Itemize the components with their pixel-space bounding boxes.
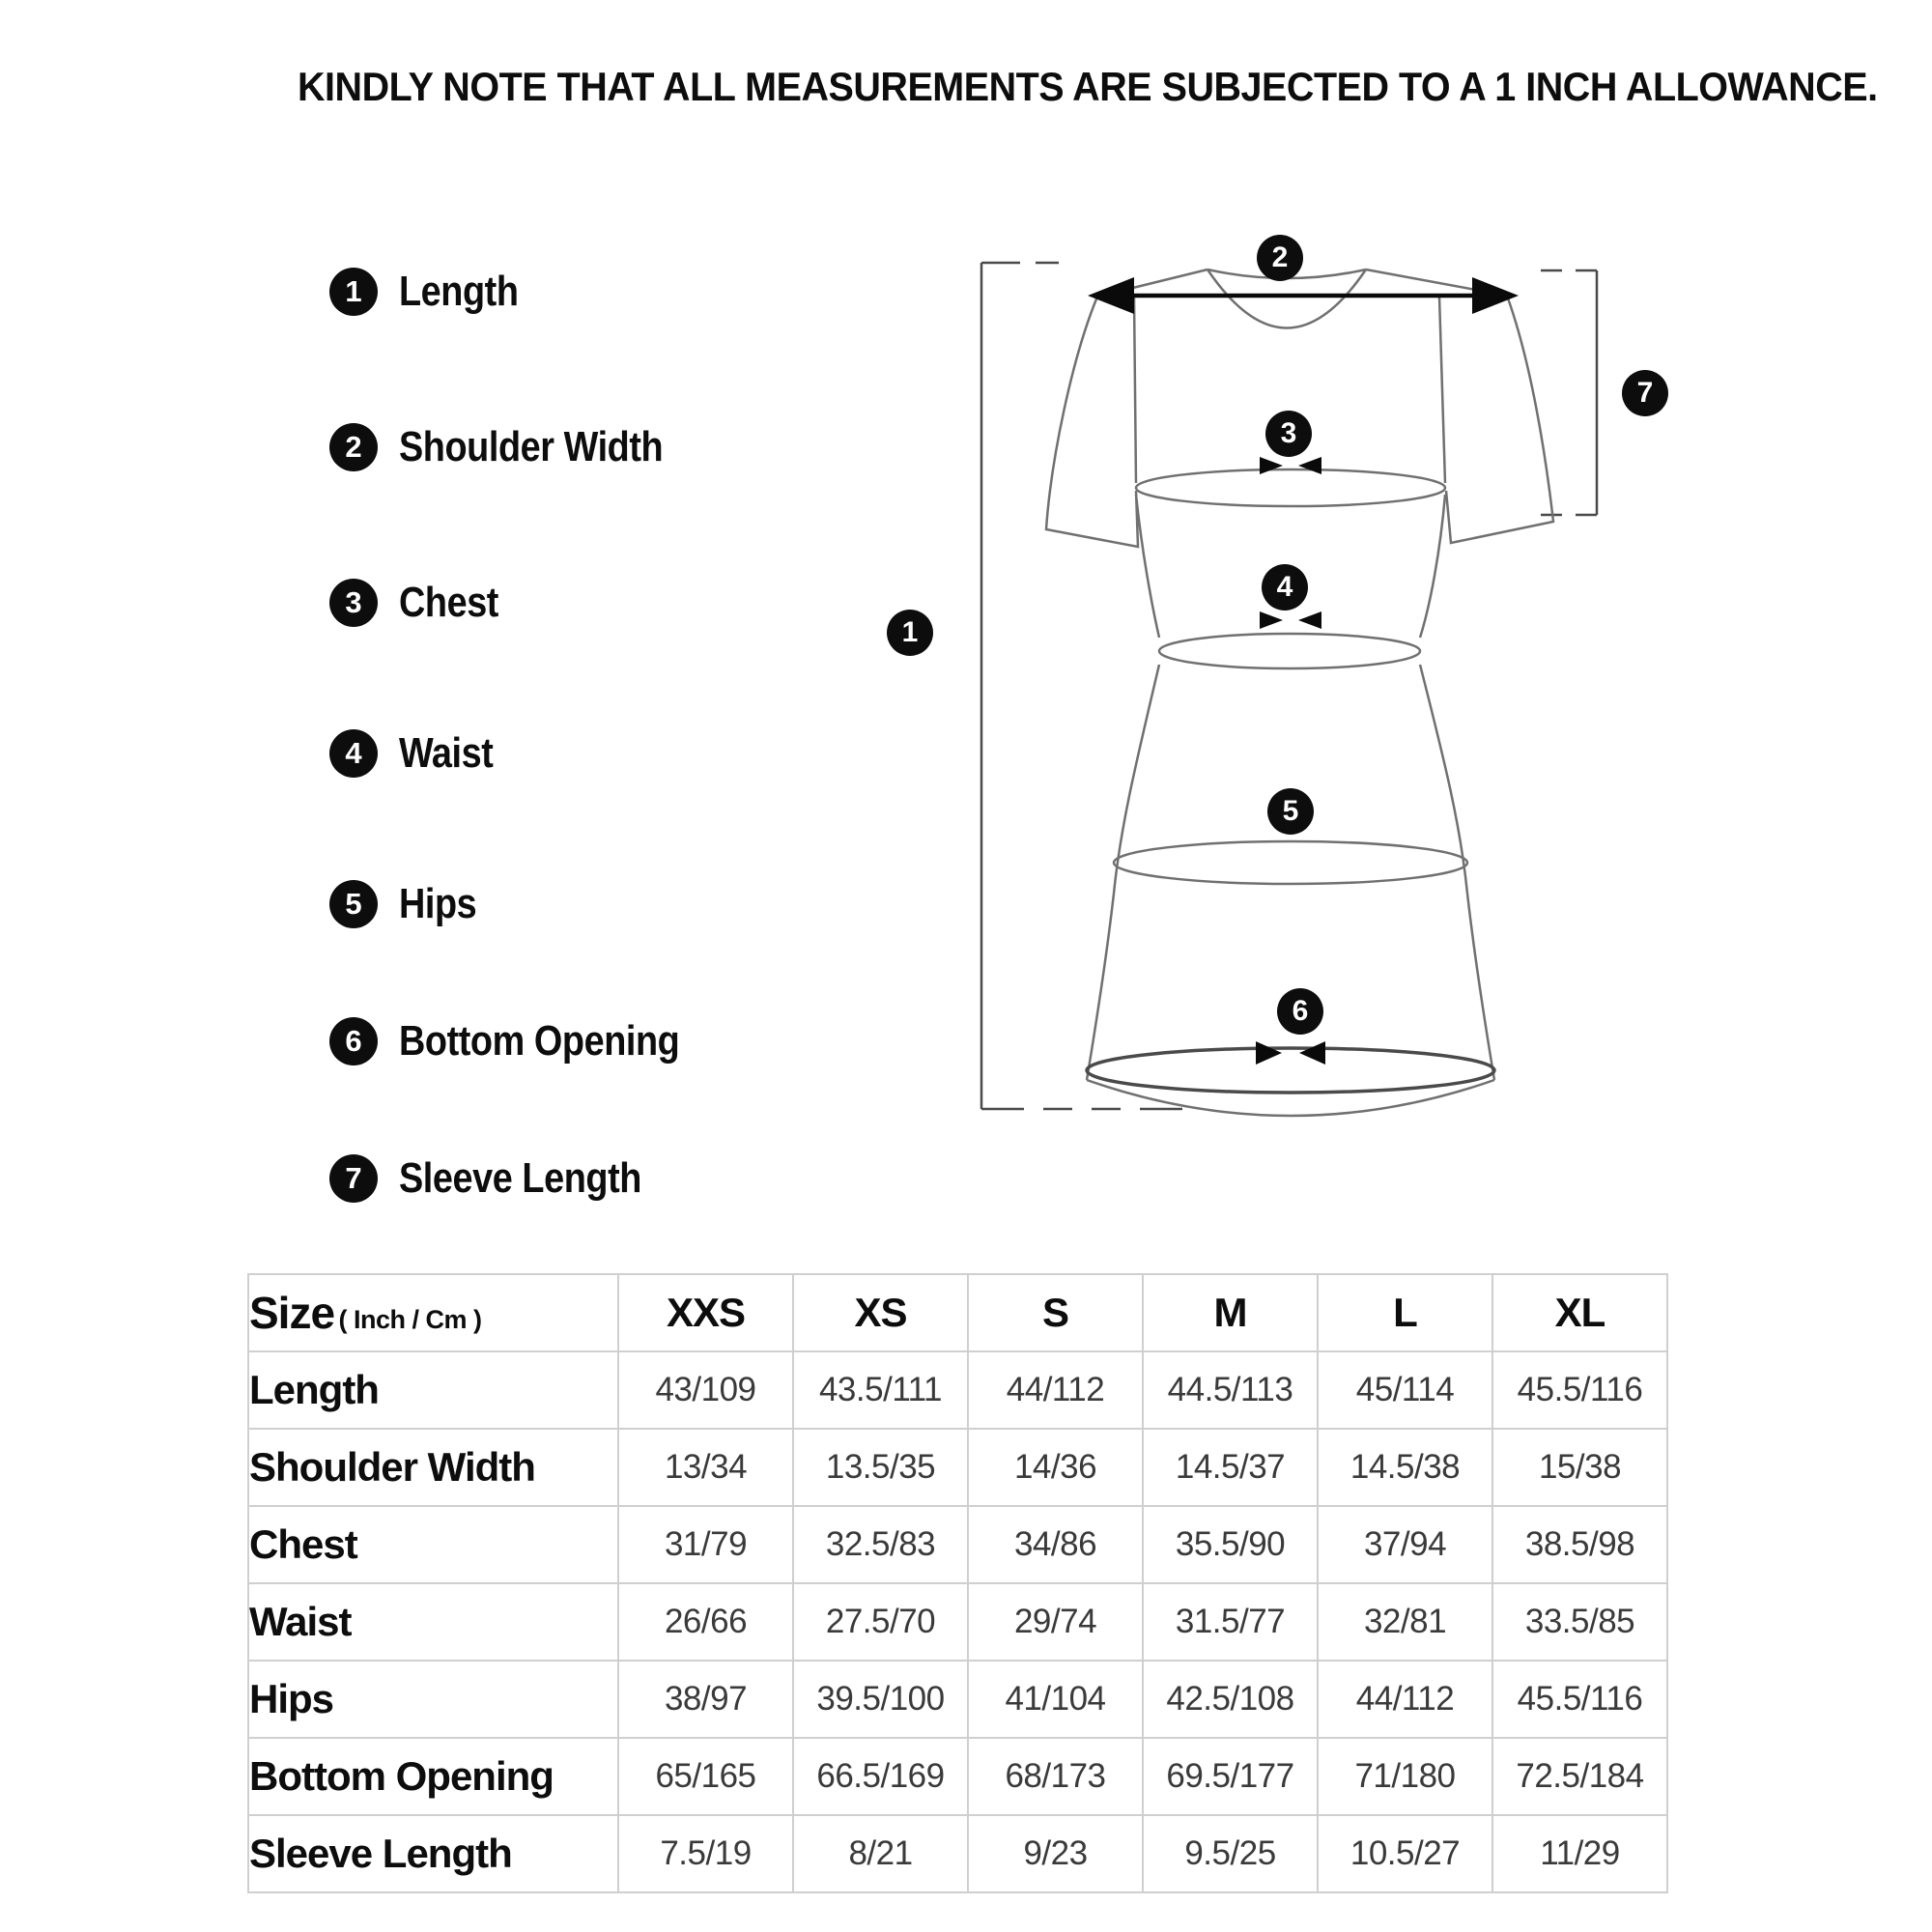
cell-value: 14.5/38 (1318, 1429, 1492, 1506)
number-badge-icon (329, 1017, 378, 1065)
cell-value: 42.5/108 (1143, 1661, 1318, 1738)
row-label: Waist (248, 1583, 618, 1661)
cell-value: 31.5/77 (1143, 1583, 1318, 1661)
table-row (248, 1815, 1667, 1892)
row-label: Hips (248, 1661, 618, 1738)
badge-number: 3 (1280, 417, 1297, 449)
right-waist-taper (1420, 495, 1445, 638)
legend-item-bottom-opening (329, 1017, 725, 1065)
unit-label: ( Inch / Cm ) (338, 1305, 482, 1334)
badge-number: 6 (345, 1024, 362, 1058)
left-sleeve (1046, 297, 1138, 547)
chest-dimension-arrows (1260, 457, 1321, 474)
cell-value: 41/104 (968, 1661, 1143, 1738)
badge-number: 6 (1292, 995, 1309, 1027)
cell-value: 71/180 (1318, 1738, 1492, 1815)
cell-value: 45.5/116 (1492, 1351, 1667, 1429)
table-row (248, 1506, 1667, 1583)
column-header-s: S (968, 1274, 1143, 1351)
legend-label: Bottom Opening (399, 1017, 680, 1065)
left-torso-edge (1134, 298, 1136, 483)
arrow-left-icon (1299, 1041, 1325, 1065)
hips-ellipse (1114, 841, 1467, 884)
arrow-right-icon (1256, 1041, 1282, 1065)
badge-number: 4 (345, 736, 362, 770)
badge-number: 5 (1282, 795, 1299, 827)
cell-value: 9.5/25 (1143, 1815, 1318, 1892)
cell-value: 45/114 (1318, 1351, 1492, 1429)
bottom-opening-ellipse (1087, 1048, 1494, 1093)
badge-number: 1 (901, 616, 919, 648)
diagram-badge-chest (1265, 411, 1312, 457)
size-header-cell (248, 1274, 618, 1351)
badge-number: 1 (345, 274, 362, 308)
column-header-xs: XS (793, 1274, 968, 1351)
cell-value: 14/36 (968, 1429, 1143, 1506)
row-label: Length (248, 1351, 618, 1429)
column-header-xxs: XXS (618, 1274, 793, 1351)
cell-value: 26/66 (618, 1583, 793, 1661)
right-skirt-edge (1420, 665, 1494, 1080)
badge-number: 7 (345, 1161, 362, 1195)
table-row (248, 1738, 1667, 1815)
cell-value: 32/81 (1318, 1583, 1492, 1661)
badge-number: 7 (1636, 377, 1654, 409)
cell-value: 43/109 (618, 1351, 793, 1429)
diagram-badge-hips (1267, 788, 1314, 835)
legend-label: Hips (399, 880, 477, 927)
cell-value: 37/94 (1318, 1506, 1492, 1583)
left-skirt-edge (1087, 665, 1159, 1080)
badge-number: 3 (345, 585, 362, 619)
diagram-badge-bottom-opening (1277, 988, 1323, 1035)
size-table-body (248, 1351, 1667, 1892)
cell-value: 13.5/35 (793, 1429, 968, 1506)
table-row (248, 1583, 1667, 1661)
legend-label: Length (399, 268, 519, 315)
legend-label: Chest (399, 579, 498, 626)
size-label: Size (249, 1288, 335, 1338)
number-badge-icon (329, 1154, 378, 1203)
diagram-badge-shoulder-width (1257, 235, 1303, 281)
left-waist-taper (1136, 495, 1159, 638)
cell-value: 34/86 (968, 1506, 1143, 1583)
number-badge-icon (329, 423, 378, 471)
cell-value: 32.5/83 (793, 1506, 968, 1583)
table-row (248, 1429, 1667, 1506)
cell-value: 29/74 (968, 1583, 1143, 1661)
legend-item-length (329, 268, 538, 316)
legend-label: Sleeve Length (399, 1154, 641, 1202)
chest-ellipse (1136, 469, 1445, 506)
arrow-right-icon (1260, 457, 1283, 474)
cell-value: 68/173 (968, 1738, 1143, 1815)
cell-value: 38.5/98 (1492, 1506, 1667, 1583)
waist-ellipse (1159, 634, 1420, 668)
cell-value: 44/112 (1318, 1661, 1492, 1738)
legend-item-shoulder-width (329, 423, 706, 471)
cell-value: 45.5/116 (1492, 1661, 1667, 1738)
badge-number: 2 (1271, 242, 1289, 273)
cell-value: 11/29 (1492, 1815, 1667, 1892)
row-label: Sleeve Length (248, 1815, 618, 1892)
row-label: Shoulder Width (248, 1429, 618, 1506)
cell-value: 72.5/184 (1492, 1738, 1667, 1815)
cell-value: 13/34 (618, 1429, 793, 1506)
badge-number: 2 (345, 430, 362, 464)
cell-value: 10.5/27 (1318, 1815, 1492, 1892)
arrow-left-icon (1298, 611, 1321, 629)
dress-diagram-illustration (821, 174, 1690, 1159)
badge-number: 4 (1276, 571, 1293, 603)
row-label: Chest (248, 1506, 618, 1583)
cell-value: 8/21 (793, 1815, 968, 1892)
table-row (248, 1351, 1667, 1429)
cell-value: 39.5/100 (793, 1661, 968, 1738)
cell-value: 44.5/113 (1143, 1351, 1318, 1429)
right-torso-edge (1439, 297, 1445, 483)
table-row (248, 1661, 1667, 1738)
legend-item-chest (329, 579, 515, 627)
arrow-right-icon (1260, 611, 1283, 629)
number-badge-icon (329, 880, 378, 928)
number-badge-icon (329, 579, 378, 627)
cell-value: 65/165 (618, 1738, 793, 1815)
length-bracket (981, 263, 1193, 1109)
cell-value: 43.5/111 (793, 1351, 968, 1429)
table-header-row (248, 1274, 1667, 1351)
bottom-dimension-arrows (1256, 1041, 1325, 1065)
legend-item-hips (329, 880, 489, 928)
right-sleeve (1446, 296, 1553, 543)
arrow-left-icon (1298, 457, 1321, 474)
legend-item-waist (329, 729, 508, 778)
cell-value: 14.5/37 (1143, 1429, 1318, 1506)
diagram-badge-sleeve-length (1622, 370, 1668, 416)
diagram-badge-length (887, 610, 933, 656)
allowance-note: KINDLY NOTE THAT ALL MEASUREMENTS ARE SUBJECTED TO A 1 INCH ALLOWANCE. (298, 64, 1878, 109)
row-label: Bottom Opening (248, 1738, 618, 1815)
cell-value: 33.5/85 (1492, 1583, 1667, 1661)
legend-label: Waist (399, 729, 494, 777)
cell-value: 31/79 (618, 1506, 793, 1583)
sleeve-length-bracket (1532, 270, 1597, 515)
cell-value: 44/112 (968, 1351, 1143, 1429)
column-header-m: M (1143, 1274, 1318, 1351)
cell-value: 27.5/70 (793, 1583, 968, 1661)
cell-value: 15/38 (1492, 1429, 1667, 1506)
legend-item-sleeve-length (329, 1154, 681, 1203)
cell-value: 66.5/169 (793, 1738, 968, 1815)
column-header-xl: XL (1492, 1274, 1667, 1351)
waist-dimension-arrows (1260, 611, 1321, 629)
cell-value: 69.5/177 (1143, 1738, 1318, 1815)
number-badge-icon (329, 268, 378, 316)
diagram-badge-waist (1262, 564, 1308, 611)
cell-value: 7.5/19 (618, 1815, 793, 1892)
size-table (247, 1273, 1668, 1893)
cell-value: 9/23 (968, 1815, 1143, 1892)
arrowhead-left-icon (1088, 277, 1134, 314)
number-badge-icon (329, 729, 378, 778)
cell-value: 38/97 (618, 1661, 793, 1738)
cell-value: 35.5/90 (1143, 1506, 1318, 1583)
legend-label: Shoulder Width (399, 423, 664, 470)
column-header-l: L (1318, 1274, 1492, 1351)
badge-number: 5 (345, 887, 362, 921)
